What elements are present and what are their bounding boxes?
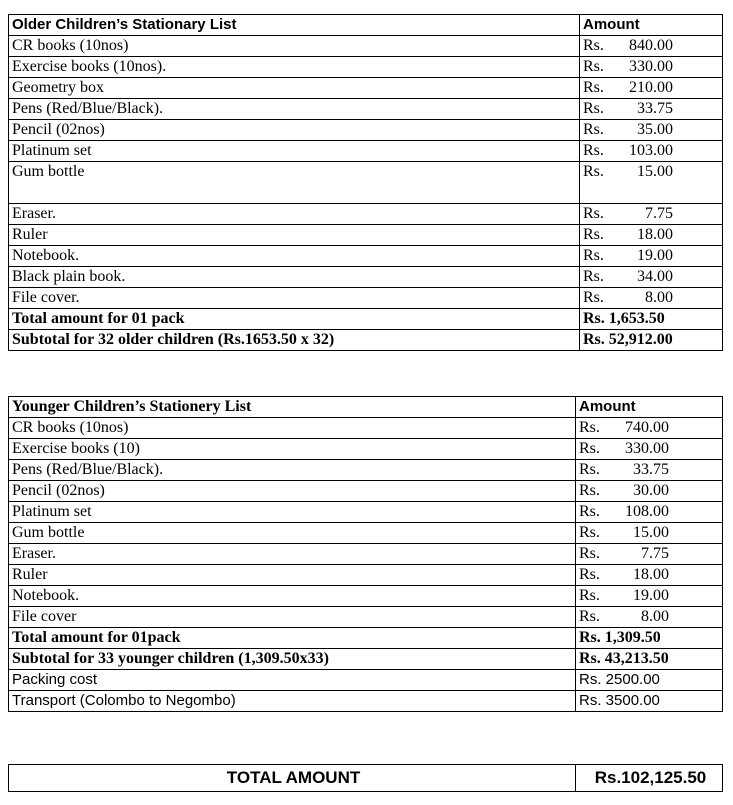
subtotal-label: Subtotal for 32 older children (Rs.1653.50 x 32) [9, 330, 580, 351]
transport-row [9, 691, 723, 712]
currency-label: Rs. [583, 100, 604, 117]
amount-value: 18.00 [633, 566, 669, 583]
grand-total-label: TOTAL AMOUNT [9, 765, 576, 792]
table-row [9, 141, 723, 162]
item-name: Ruler [9, 565, 576, 586]
table-row [9, 481, 723, 502]
total-row [9, 309, 723, 330]
amount-value: 7.75 [641, 545, 669, 562]
column-header-item: Younger Children’s Stationery List [9, 397, 576, 418]
table-row [9, 246, 723, 267]
amount-value: 210.00 [629, 79, 673, 96]
item-name: Notebook. [9, 586, 576, 607]
item-name: Transport (Colombo to Negombo) [9, 691, 576, 712]
amount-value: 840.00 [629, 37, 673, 54]
table-row [9, 565, 723, 586]
amount-value: 30.00 [633, 482, 669, 499]
younger-stationery-table [8, 396, 723, 712]
item-name: File cover. [9, 288, 580, 309]
amount-value: 33.75 [633, 461, 669, 478]
currency-label: Rs. [579, 482, 600, 499]
table-row [9, 225, 723, 246]
currency-label: Rs. [579, 461, 600, 478]
table-row [9, 57, 723, 78]
currency-label: Rs. [579, 524, 600, 541]
total-label: Total amount for 01 pack [9, 309, 580, 330]
item-amount [576, 523, 723, 544]
subtotal-value: Rs. 52,912.00 [580, 330, 723, 351]
amount-value: 33.75 [637, 100, 673, 117]
currency-label: Rs. [579, 440, 600, 457]
table-row [9, 607, 723, 628]
item-name: Pencil (02nos) [9, 120, 580, 141]
currency-label: Rs. [579, 587, 600, 604]
item-amount [576, 565, 723, 586]
item-amount [576, 460, 723, 481]
currency-label: Rs. [583, 142, 604, 159]
packing-cost-row [9, 670, 723, 691]
currency-label: Rs. [583, 226, 604, 243]
amount-value: 34.00 [637, 268, 673, 285]
currency-label: Rs. [583, 289, 604, 306]
item-amount [580, 246, 723, 267]
table-row [9, 460, 723, 481]
item-name: Platinum set [9, 141, 580, 162]
table-header-row [9, 15, 723, 36]
amount-value: 8.00 [641, 608, 669, 625]
amount-value: 15.00 [637, 163, 673, 180]
item-name: Pens (Red/Blue/Black). [9, 460, 576, 481]
item-amount [580, 36, 723, 57]
item-amount [580, 57, 723, 78]
item-name: Eraser. [9, 544, 576, 565]
item-name: Gum bottle [9, 162, 580, 204]
item-amount [576, 481, 723, 502]
total-row [9, 628, 723, 649]
item-amount: Rs. 3500.00 [576, 691, 723, 712]
item-amount [576, 502, 723, 523]
total-label: Total amount for 01pack [9, 628, 576, 649]
table-row [9, 439, 723, 460]
item-amount [576, 418, 723, 439]
table-row [9, 120, 723, 141]
item-name: Exercise books (10nos). [9, 57, 580, 78]
amount-value: 330.00 [629, 58, 673, 75]
currency-label: Rs. [583, 247, 604, 264]
item-name: Gum bottle [9, 523, 576, 544]
item-name: CR books (10nos) [9, 418, 576, 439]
older-stationery-table [8, 14, 723, 351]
grand-total-value: Rs.102,125.50 [576, 765, 723, 792]
item-name: Exercise books (10) [9, 439, 576, 460]
currency-label: Rs. [583, 205, 604, 222]
amount-value: 19.00 [637, 247, 673, 264]
subtotal-value: Rs. 43,213.50 [576, 649, 723, 670]
column-header-amount: Amount [576, 397, 723, 418]
item-amount [576, 439, 723, 460]
item-amount [580, 141, 723, 162]
table-row [9, 586, 723, 607]
item-amount [580, 120, 723, 141]
item-name: Geometry box [9, 78, 580, 99]
item-amount [576, 607, 723, 628]
amount-value: 108.00 [625, 503, 669, 520]
item-amount [576, 544, 723, 565]
item-amount [580, 288, 723, 309]
amount-value: 330.00 [625, 440, 669, 457]
subtotal-row [9, 330, 723, 351]
table-row [9, 544, 723, 565]
item-amount [580, 162, 723, 204]
item-name: Ruler [9, 225, 580, 246]
item-name: Platinum set [9, 502, 576, 523]
total-value: Rs. 1,309.50 [576, 628, 723, 649]
item-amount: Rs. 2500.00 [576, 670, 723, 691]
item-amount [580, 78, 723, 99]
subtotal-label: Subtotal for 33 younger children (1,309.50x33) [9, 649, 576, 670]
currency-label: Rs. [583, 121, 604, 138]
item-name: File cover [9, 607, 576, 628]
subtotal-row [9, 649, 723, 670]
amount-value: 7.75 [645, 205, 673, 222]
item-amount [580, 99, 723, 120]
table-row [9, 418, 723, 439]
amount-value: 19.00 [633, 587, 669, 604]
item-name: Pencil (02nos) [9, 481, 576, 502]
amount-value: 35.00 [637, 121, 673, 138]
item-amount [576, 586, 723, 607]
item-name: Black plain book. [9, 267, 580, 288]
column-header-item: Older Children’s Stationary List [9, 15, 580, 36]
currency-label: Rs. [579, 566, 600, 583]
column-header-amount: Amount [580, 15, 723, 36]
table-row [9, 204, 723, 225]
item-name: Packing cost [9, 670, 576, 691]
table-row [9, 36, 723, 57]
grand-total-table [8, 764, 723, 792]
currency-label: Rs. [583, 37, 604, 54]
currency-label: Rs. [583, 268, 604, 285]
table-row [9, 78, 723, 99]
amount-value: 740.00 [625, 419, 669, 436]
currency-label: Rs. [579, 419, 600, 436]
amount-value: 18.00 [637, 226, 673, 243]
currency-label: Rs. [583, 79, 604, 96]
item-amount [580, 225, 723, 246]
currency-label: Rs. [583, 58, 604, 75]
table-row [9, 502, 723, 523]
grand-total-row [9, 765, 723, 792]
total-value: Rs. 1,653.50 [580, 309, 723, 330]
item-name: Eraser. [9, 204, 580, 225]
table-header-row [9, 397, 723, 418]
table-row [9, 162, 723, 204]
amount-value: 103.00 [629, 142, 673, 159]
table-row [9, 288, 723, 309]
item-name: Notebook. [9, 246, 580, 267]
item-amount [580, 204, 723, 225]
currency-label: Rs. [579, 608, 600, 625]
currency-label: Rs. [583, 163, 604, 180]
item-amount [580, 267, 723, 288]
amount-value: 8.00 [645, 289, 673, 306]
amount-value: 15.00 [633, 524, 669, 541]
table-row [9, 99, 723, 120]
currency-label: Rs. [579, 545, 600, 562]
item-name: Pens (Red/Blue/Black). [9, 99, 580, 120]
currency-label: Rs. [579, 503, 600, 520]
table-row [9, 523, 723, 544]
table-row [9, 267, 723, 288]
item-name: CR books (10nos) [9, 36, 580, 57]
